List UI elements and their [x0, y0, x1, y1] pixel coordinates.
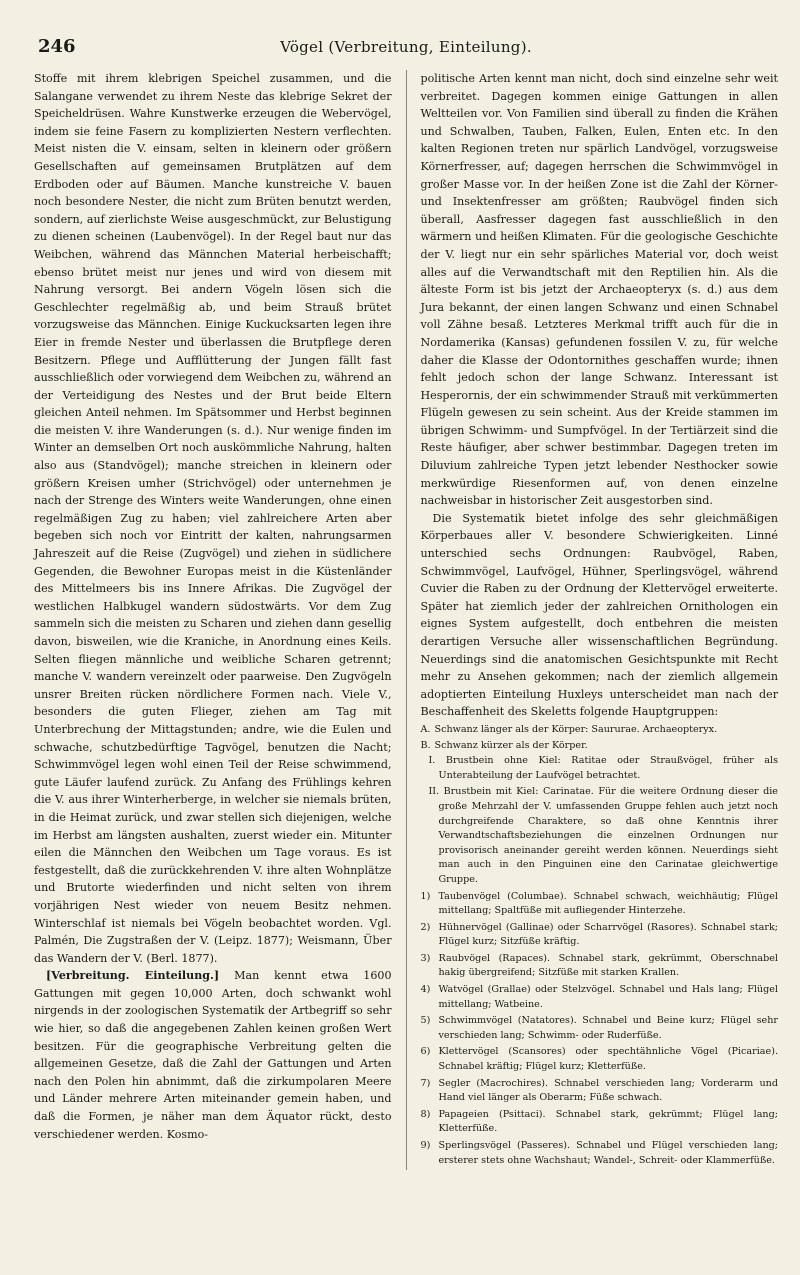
order-item: 8) Papageien (Psittaci). Schnabel stark, gekrümmt; Flügel lang; Kletterfüße.: [420, 1108, 778, 1135]
order-item: 6) Klettervögel (Scansores) oder spechtähnliche Vögel (Picariae). Schnabel kräftig; Flügel kurz; Kletterfüße.: [420, 1046, 778, 1073]
section-heading-verbreitung: [Verbreitung. Einteilung.]: [46, 969, 220, 983]
page-header: [34, 36, 778, 64]
paragraph-geography-fossils: politische Arten kennt man nicht, doch sind einzelne sehr weit verbreitet. Dagegen kommen einige Gattungen in allen Weltteilen vor. Von Familien sind überall zu finden die Krähen und Schwalben, Tauben, Falken, Eulen, Enten etc. In den kalten Regionen treten nur spärlich Landvögel, vorzugsweise Körnerfresser, auf; dagegen herrschen die Schwimmvögel in großer Masse vor. In der heißen Zone ist die Zahl der Körner- und Insektenfresser am größten; Raubvögel finden sich überall, Aasfresser dagegen fast ausschließlich in den wärmern und heißen Klimaten. Für die geologische Geschichte der V. liegt nur ein sehr spärliches Material vor, doch weist alles auf die Verwandtschaft mit den Reptilien hin. Als die älteste Form ist bis jetzt der Archaeopteryx (s. d.) aus dem Jura bekannt, der einen langen Schwanz und einen Schnabel voll Zähne besaß. Letzteres Merkmal trifft auch für die in Nordamerika (Kansas) gefundenen fossilen V. zu, für welche daher die Klasse der Odontornithes geschaffen wurde; ihnen fehlt jedoch schon der lange Schwanz. Interessant ist Hesperornis, der ein schwimmender Strauß mit verkümmerten Flügeln gewesen zu sein scheint. Aus der Kreide stammen im übrigen Schwimm- und Sumpfvögel. In der Tertiärzeit sind die Reste häufiger, aber schwer bestimmbar. Dagegen treten im Diluvium zahlreiche Typen jetzt lebender Nesthocker sowie merkwürdige Riesenformen auf, von denen einzelne nachweisbar in historischer Zeit ausgestorben sind.: [420, 72, 778, 508]
order-item: 7) Segler (Macrochires). Schnabel verschieden lang; Vorderarm und Hand viel länger als Oberarm; Füße schwach.: [420, 1077, 778, 1104]
group-b: B. Schwanz kürzer als der Körper.: [420, 739, 588, 751]
order-item: 4) Watvögel (Grallae) oder Stelzvögel. Schnabel und Hals lang; Flügel mittellang; Watbeine.: [420, 984, 778, 1010]
left-column: [34, 70, 392, 1170]
paragraph-distribution-text: Man kennt etwa 1600 Gattungen mit gegen 10,000 Arten, doch schwankt wohl nirgends in der zoologischen Systematik der Artbegriff so sehr wie hier, so daß die angegebenen Zahlen keinen großen Wert besitzen. Für die geographische Verbreitung gelten die allgemeinen Gesetze, daß die Zahl der Gattungen und Arten nach den Polen hin abnimmt, daß die zirkumpolaren Meere und Länder mehrere Arten miteinander gemein haben, und daß die Formen, je näher man dem Äquator rückt, desto verschiedener werden. Kosmo-: [34, 969, 392, 1141]
order-item: 2) Hühnervögel (Gallinae) oder Scharrvögel (Rasores). Schnabel stark; Flügel kurz; Sitzfüße kräftig.: [420, 921, 778, 948]
paragraph-distribution: [34, 967, 392, 1143]
page-number: 246: [38, 36, 76, 57]
running-head: Vögel (Verbreitung, Einteilung).: [280, 38, 532, 56]
text-columns: [34, 70, 778, 1170]
right-column: [421, 70, 779, 1170]
group-a: A. Schwanz länger als der Körper: Saururae. Archaeopteryx.: [420, 723, 718, 735]
order-item: 1) Taubenvögel (Columbae). Schnabel schwach, weichhäutig; Flügel mittellang; Spaltfüße mit aufliegender Hinterzehe.: [420, 890, 778, 917]
subgroup-carinatae: II. Brustbein mit Kiel: Carinatae. Für die weitere Ordnung dieser die große Mehrzahl der V. umfassenden Gruppe fehlen auch jetzt noch durchgreifende Charaktere, so daß ohne Kenntnis ihrer Verwandtschaftsbeziehungen die einzelnen Ordnungen nur provisorisch aneinander gereiht werden können. Neuerdings sieht man auch in den Pinguinen eine den Carinatae gleichwertige Gruppe.: [428, 786, 778, 885]
classification-list: [421, 723, 779, 1168]
order-item: 3) Raubvögel (Rapaces). Schnabel stark, gekrümmt, Oberschnabel hakig übergreifend; Sitzfüße mit starken Krallen.: [420, 952, 778, 979]
column-divider: [406, 70, 407, 1170]
order-item: 9) Sperlingsvögel (Passeres). Schnabel und Flügel verschieden lang; ersterer stets ohne Wachshaut; Wandel-, Schreit- oder Klammerfüße.: [420, 1140, 778, 1166]
paragraph-systematics: Die Systematik bietet infolge des sehr gleichmäßigen Körperbaues aller V. besondere Schwierigkeiten. Linné unterschied sechs Ordnungen: Raubvögel, Raben, Schwimmvögel, Laufvögel, Hühner, Sperlingsvögel, während Cuvier die Raben zu der Ordnung der Klettervögel erweiterte. Später hat ziemlich jeder der zahlreichen Ornithologen ein eignes System aufgestellt, doch entbehren die meisten derartigen Versuche aller wissenschaftlichen Begründung. Neuerdings sind die anatomischen Gesichtspunkte mit Recht mehr zu Ansehen gekommen; nach der ziemlich allgemein adoptierten Einteilung Huxleys unterscheidet man nach der Beschaffenheit des Skeletts folgende Hauptgruppen:: [420, 511, 778, 719]
order-item: 5) Schwimmvögel (Natatores). Schnabel und Beine kurz; Flügel sehr verschieden lang; Schwimm- oder Ruderfüße.: [420, 1015, 778, 1041]
subgroup-ratitae: I. Brustbein ohne Kiel: Ratitae oder Straußvögel, früher als Unterabteilung der Laufvögel betrachtet.: [428, 755, 778, 781]
paragraph-nesting-migration: Stoffe mit ihrem klebrigen Speichel zusammen, und die Salangane verwendet zu ihrem Neste das klebrige Sekret der Speicheldrüsen. Wahre Kunstwerke erzeugen die Webervögel, indem sie feine Fasern zu komplizierten Nestern verflechten. Meist nisten die V. einsam, selten in kleinern oder größern Gesellschaften auf gemeinsamen Brutplätzen auf dem Erdboden oder auf Bäumen. Manche kunstreiche V. bauen noch besondere Nester, die nicht zum Brüten benutzt werden, sondern, auf zierlichste Weise ausgeschmückt, zur Belustigung zu dienen scheinen (Laubenvögel). In der Regel baut nur das Weibchen, während das Männchen Material herbeischafft; ebenso brütet meist nur jenes und wird von diesem mit Nahrung versorgt. Bei andern Vögeln lösen sich die Geschlechter regelmäßig ab, und beim Strauß brütet vorzugsweise das Männchen. Einige Kuckucksarten legen ihre Eier in fremde Nester und überlassen die Brutpflege deren Besitzern. Pflege und Aufflütterung der Jungen fällt fast ausschließlich oder vorwiegend dem Weibchen zu, während an der Verteidigung des Nestes und der Brut beide Eltern gleichen Anteil nehmen. Im Spätsommer und Herbst beginnen die meisten V. ihre Wanderungen (s. d.). Nur wenige finden im Winter an demselben Ort noch auskömmliche Nahrung, halten also aus (Standvögel); manche streichen in kleinern oder größern Kreisen umher (Strichvögel) oder unternehmen je nach der Strenge des Winters weite Wanderungen, ohne einen regelmäßigen Zug zu haben; viel zahlreichere Arten aber begeben sich noch vor Eintritt der kalten, nahrungsarmen Jahreszeit auf die Reise (Zugvögel) und ziehen in südlichere Gegenden, die Bewohner Europas meist in die Küstenländer des Mittelmeers bis ins Innere Afrikas. Die Zugvögel der westlichen Halbkugel wandern südostwärts. Vor dem Zug sammeln sich die meisten zu Scharen und ziehen dann gesellig davon, bisweilen, wie die Kraniche, in Anordnung eines Keils. Selten fliegen männliche und weibliche Scharen getrennt; manche V. wandern vereinzelt oder paarweise. Den Zugvögeln unsrer Breiten rücken nördlichere Formen nach. Viele V., besonders die guten Flieger, ziehen am Tag mit Unterbrechung der Mittagstunden; andre, wie die Eulen und schwache, schutzbedürftige Tagvögel, benutzen die Nacht; Schwimmvögel legen wohl einen Teil der Reise schwimmend, gute Läufer laufend zurück. Zu Anfang des Frühlings kehren die V. aus ihrer Winterherberge, in welcher sie niemals brüten, in die Heimat zurück, und zwar stellen sich diejenigen, welche im Herbst am längsten aushalten, zuerst wieder ein. Mitunter eilen die Männchen den Weibchen um Tage voraus. Es ist festgestellt, daß die zurückkehrenden V. ihre alten Wohnplätze und Brutorte wiederfinden und nicht selten von ihrem vorjährigen Nest wieder von neuem Besitz nehmen. Winterschlaf ist niemals bei Vögeln beobachtet worden. Vgl. Palmén, Die Zugstraßen der V. (Leipz. 1877); Weismann, Über das Wandern der V. (Berl. 1877).: [34, 72, 392, 965]
